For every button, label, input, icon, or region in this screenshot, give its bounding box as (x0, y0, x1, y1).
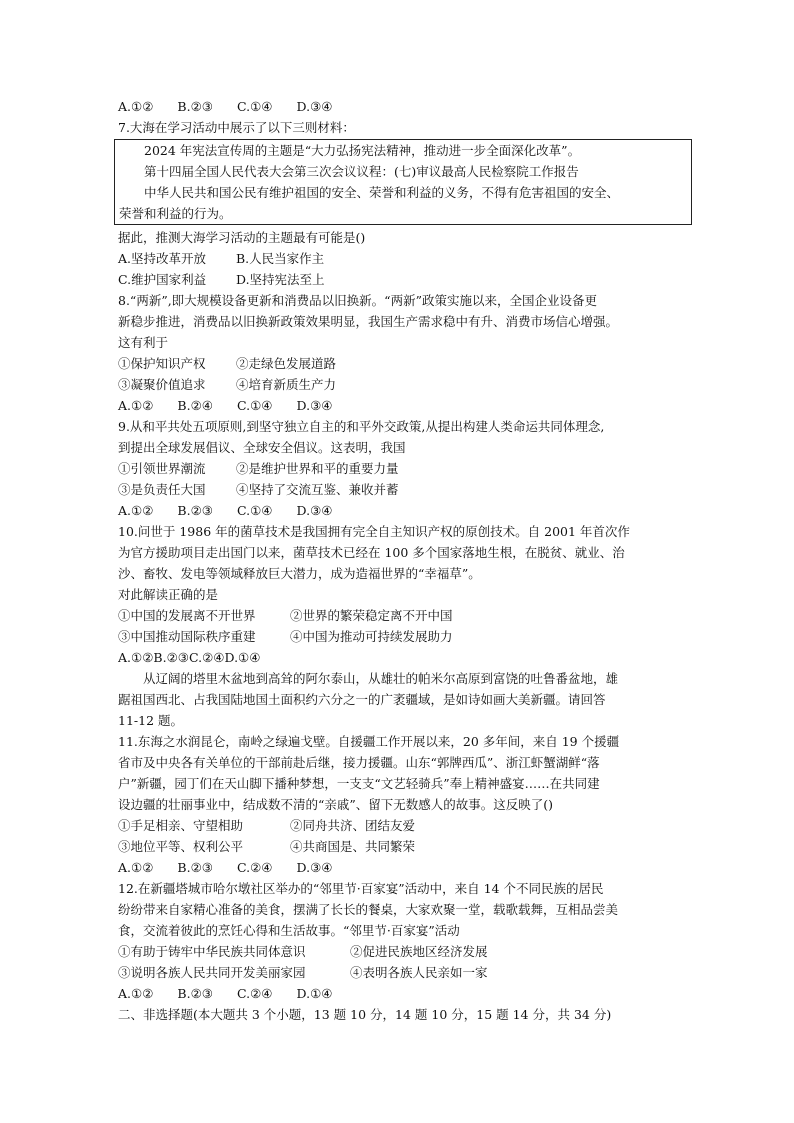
q9-stem-2: 到提出全球发展倡议、全球安全倡议。这表明，我国 (118, 440, 406, 455)
q6-option-b: B.②③ (177, 99, 213, 114)
intro-line-2: 踞祖国西北、占我国陆地国土面积约六分之一的广袤疆域，是如诗如画大美新疆。请回答 (118, 692, 606, 707)
q12-choices-row1 (118, 941, 686, 962)
q11-option-d: D.③④ (296, 860, 333, 875)
q6-option-a: A.①② (118, 99, 154, 114)
q6-option-d: D.③④ (296, 99, 333, 114)
q12-stem-2: 纷纷带来自家精心准备的美食，摆满了长长的餐桌，大家欢聚一堂，载歌载舞，互相品尝美 (118, 902, 619, 917)
q7-material-4: 荣誉和利益的行为。 (119, 206, 232, 221)
q7-option-a: A.坚持改革开放 (118, 251, 207, 266)
q7-material-2: 第十四届全国人民代表大会第三次会议议程：(七)审议最高人民检察院工作报告 (144, 164, 579, 179)
q8-choices-row1 (118, 353, 686, 374)
q11-stem-3: 户”新疆，园丁们在天山脚下播种梦想，一支支“文艺轻骑兵”奉上精神盛宴……在共同建 (118, 776, 600, 791)
q10-stem-1: 10.问世于 1986 年的菌草技术是我国拥有完全自主知识产权的原创技术。自 2001 年首次作 (118, 524, 630, 539)
q7-options-row2 (118, 269, 686, 290)
q8-option-b: B.②④ (177, 398, 213, 413)
q9-choice-2: ②是维护世界和平的重要力量 (236, 461, 399, 476)
q10-choice-3: ③中国推动国际秩序重建 (118, 629, 256, 644)
q9-choice-3: ③是负责任大国 (118, 482, 206, 497)
q8-choice-4: ④培育新质生产力 (236, 377, 337, 392)
q11-choice-1: ①手足相亲、守望相助 (118, 818, 244, 833)
q12-choice-4: ④表明各族人民亲如一家 (350, 965, 488, 980)
q12-choice-3: ③说明各族人民共同开发美丽家园 (118, 965, 306, 980)
q8-stem-2: 新稳步推进，消费品以旧换新政策效果明显，我国生产需求稳中有升、消费市场信心增强。 (118, 314, 619, 329)
q11-stem-4: 设边疆的壮丽事业中，结成数不清的“亲戚”、留下无数感人的故事。这反映了() (118, 797, 554, 812)
q9-choice-1: ①引领世界潮流 (118, 461, 206, 476)
q10-stem-4: 对此解读正确的是 (118, 587, 219, 602)
q11-stem-2: 省市及中央各有关单位的干部前赴后继，接力援疆。山东“郭牌西瓜”、浙江虾蟹湖鲜“落 (118, 755, 600, 770)
q8-option-d: D.③④ (296, 398, 333, 413)
q6-options (118, 96, 686, 117)
q7-stem: 7.大海在学习活动中展示了以下三则材料： (118, 120, 355, 135)
q9-option-a: A.①② (118, 503, 154, 518)
q11-options (118, 857, 686, 878)
q7-option-c: C.维护国家利益 (118, 272, 207, 287)
q12-option-a: A.①② (118, 986, 154, 1001)
q6-option-c: C.①④ (237, 99, 273, 114)
q10-options: A.①②B.②③C.②④D.①④ (118, 650, 261, 665)
q11-stem-1: 11.东海之水润昆仑，南岭之绿遍戈壁。自援疆工作开展以来，20 多年间，来自 19 个援疆 (118, 734, 620, 749)
q7-material-box (114, 139, 692, 225)
q8-option-c: C.①④ (237, 398, 273, 413)
q11-choices-row2 (118, 836, 686, 857)
q10-stem-2: 为官方援助项目走出国门以来，菌草技术已经在 100 多个国家落地生根，在脱贫、就业、治 (118, 545, 625, 560)
q9-stem-1: 9.从和平共处五项原则,到坚守独立自主的和平外交政策,从提出构建人类命运共同体理念, (118, 419, 605, 434)
q10-choices-row2 (118, 626, 686, 647)
q8-options (118, 395, 686, 416)
q11-option-b: B.②③ (177, 860, 213, 875)
q8-stem-1: 8.“两新”,即大规模设备更新和消费品以旧换新。“两新”政策实施以来，全国企业设备更 (118, 293, 597, 308)
q10-choice-4: ④中国为推动可持续发展助力 (290, 629, 453, 644)
q12-option-b: B.②③ (177, 986, 213, 1001)
q12-stem-3: 食，交流着彼此的烹饪心得和生活故事。“邻里节·百家宴”活动 (118, 923, 460, 938)
q11-option-c: C.②④ (237, 860, 273, 875)
q8-option-a: A.①② (118, 398, 154, 413)
intro-line-1: 从辽阔的塔里木盆地到高耸的阿尔泰山，从雄壮的帕米尔高原到富饶的吐鲁番盆地，雄 (143, 671, 619, 686)
q9-option-b: B.②③ (177, 503, 213, 518)
q7-question: 据此，推测大海学习活动的主题最有可能是() (118, 230, 366, 245)
q8-stem-3: 这有利于 (118, 335, 169, 350)
q11-option-a: A.①② (118, 860, 154, 875)
q9-choices-row1 (118, 458, 686, 479)
q12-stem-1: 12.在新疆塔城市哈尔墩社区举办的“邻里节·百家宴”活动中，来自 14 个不同民族的居民 (118, 881, 604, 896)
q7-option-d: D.坚持宪法至上 (236, 272, 325, 287)
intro-line-3: 11-12 题。 (118, 713, 184, 728)
q7-option-b: B.人民当家作主 (236, 251, 325, 266)
q8-choices-row2 (118, 374, 686, 395)
section2-heading: 二、非选择题(本大题共 3 个小题，13 题 10 分，14 题 10 分，15 题 14 分，共 34 分) (118, 1007, 612, 1022)
q12-option-d: D.①④ (296, 986, 333, 1001)
q8-choice-3: ③凝聚价值追求 (118, 377, 206, 392)
q12-choice-1: ①有助于铸牢中华民族共同体意识 (118, 944, 306, 959)
q10-choice-2: ②世界的繁荣稳定离不开中国 (290, 608, 453, 623)
q7-options-row1 (118, 248, 686, 269)
q11-choice-3: ③地位平等、权利公平 (118, 839, 244, 854)
q8-choice-1: ①保护知识产权 (118, 356, 206, 371)
q12-choice-2: ②促进民族地区经济发展 (350, 944, 488, 959)
q12-options (118, 983, 686, 1004)
q8-choice-2: ②走绿色发展道路 (236, 356, 337, 371)
q11-choice-4: ④共商国是、共同繁荣 (290, 839, 416, 854)
q9-choice-4: ④坚持了交流互鉴、兼收并蓄 (236, 482, 399, 497)
q11-choice-2: ②同舟共济、团结友爱 (290, 818, 416, 833)
exam-page (118, 96, 686, 1025)
q7-material-1: 2024 年宪法宣传周的主题是“大力弘扬宪法精神，推动进一步全面深化改革”。 (144, 143, 581, 158)
q12-choices-row2 (118, 962, 686, 983)
q9-options (118, 500, 686, 521)
q11-choices-row1 (118, 815, 686, 836)
q10-stem-3: 沙、畜牧、发电等领域释放巨大潜力，成为造福世界的“幸福草”。 (118, 566, 481, 581)
q10-choices-row1 (118, 605, 686, 626)
q7-material-3: 中华人民共和国公民有维护祖国的安全、荣誉和利益的义务，不得有危害祖国的安全、 (144, 185, 620, 200)
q9-option-c: C.①④ (237, 503, 273, 518)
q9-choices-row2 (118, 479, 686, 500)
q9-option-d: D.③④ (296, 503, 333, 518)
q12-option-c: C.②④ (237, 986, 273, 1001)
q10-choice-1: ①中国的发展离不开世界 (118, 608, 256, 623)
